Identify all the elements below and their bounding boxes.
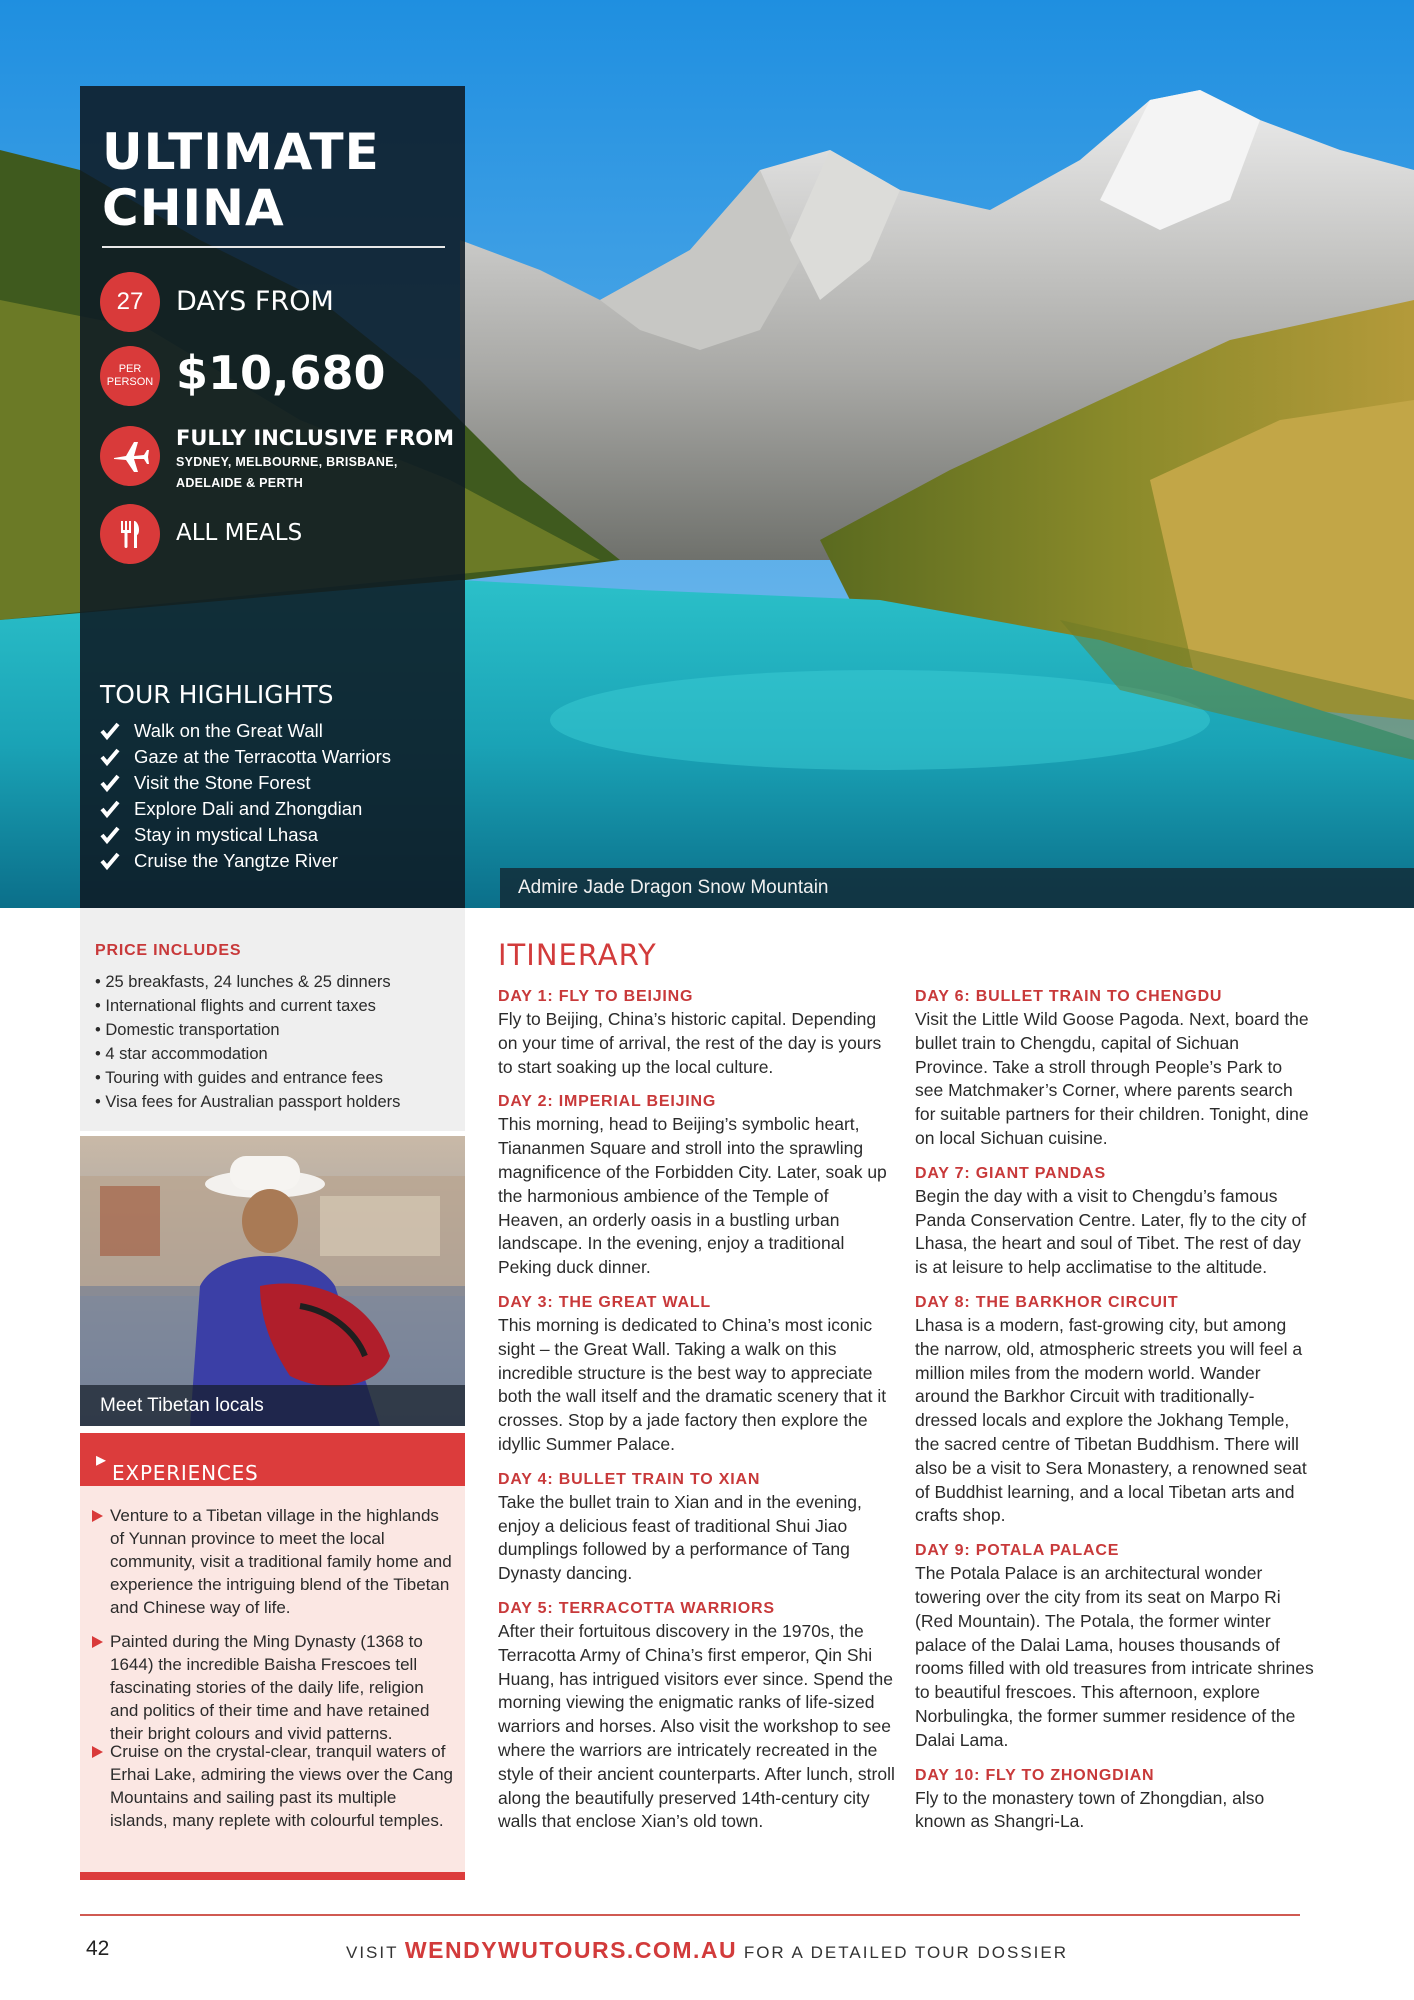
list-item: Explore Dali and Zhongdian bbox=[100, 796, 391, 822]
day-text: The Potala Palace is an architectural wonder towering over the city from its seat on Marpo Ri (Red Mountain). The Potala, the former winter palace of the Dalai Lama, houses thousands of rooms filled with old treasures from intricate shrines to beautiful frescoes. This afternoon, explore Norbulingka, the former summer residence of the Dalai Lama. bbox=[915, 1563, 1314, 1750]
list-item: • 4 star accommodation bbox=[95, 1045, 268, 1063]
hero-caption: Admire Jade Dragon Snow Mountain bbox=[518, 877, 829, 898]
days-badge bbox=[100, 272, 160, 332]
check-icon bbox=[100, 851, 134, 871]
day-heading: DAY 7: GIANT PANDAS bbox=[915, 1164, 1106, 1182]
day-heading: DAY 4: BULLET TRAIN TO XIAN bbox=[498, 1470, 761, 1488]
triangle-bullet-icon bbox=[92, 1510, 103, 1522]
days-from-label: DAYS FROM bbox=[176, 286, 334, 317]
itinerary-title: ITINERARY bbox=[498, 938, 657, 972]
day-text: After their fortuitous discovery in the 1970s, the Terracotta Army of China’s first emperor, Qin Shi Huang, has intrigued visitors ever since. Spend the morning viewing the enigmatic ranks of life-sized warriors and horses. Also visit the workshop to see where the warriors are intricately recreated in the style of their ancient counterparts. After lunch, stroll along the beautifully preserved 14th-century city walls that enclose Xian’s old town. bbox=[498, 1620, 895, 1832]
check-icon bbox=[100, 721, 134, 741]
triangle-bullet-icon bbox=[92, 1746, 103, 1758]
day-text: This morning, head to Beijing’s symbolic heart, Tiananmen Square and stroll into the sprawling magnificence of the Forbidden City. Later, soak up the harmonious ambience of the Temple of Heaven, an orderly oasis in a bustling urban landscape. In the evening, enjoy a traditional Peking duck dinner. bbox=[498, 1114, 887, 1278]
list-item: Cruise the Yangtze River bbox=[100, 848, 391, 874]
footer-visit: VISIT bbox=[345, 1943, 399, 1962]
check-icon bbox=[100, 747, 134, 767]
photo-caption-bar bbox=[80, 1385, 465, 1426]
list-item: Walk on the Great Wall bbox=[100, 718, 391, 744]
price-includes-box bbox=[80, 908, 465, 1131]
day-text: Take the bullet train to Xian and in the evening, enjoy a delicious feast of traditional Shui Jiao dumplings followed by a performance of Tang Dynasty dancing. bbox=[498, 1491, 862, 1584]
check-icon bbox=[100, 773, 134, 793]
highlights-list bbox=[100, 718, 391, 874]
day-heading: DAY 2: IMPERIAL BEIJING bbox=[498, 1093, 717, 1111]
check-icon bbox=[100, 799, 134, 819]
inclusive-label: FULLY INCLUSIVE FROM bbox=[176, 426, 455, 450]
day-heading: DAY 5: TERRACOTTA WARRIORS bbox=[498, 1599, 775, 1617]
tour-title bbox=[102, 124, 380, 236]
title-line-2: CHINA bbox=[102, 179, 285, 237]
itinerary-day bbox=[915, 986, 1315, 1151]
day-text: Fly to Beijing, China’s historic capital. Depending on your time of arrival, the rest of the day is yours to start soaking up the local culture. bbox=[498, 1009, 882, 1077]
list-item: • 25 breakfasts, 24 lunches & 25 dinners bbox=[95, 973, 391, 991]
per-line-2: PERSON bbox=[106, 376, 154, 388]
triangle-bullet-icon bbox=[92, 1636, 103, 1648]
list-item: Cruise on the crystal-clear, tranquil waters of Erhai Lake, admiring the views over the Cang Mountains and sailing past its multiple islands, many replete with colourful temples. bbox=[92, 1740, 454, 1832]
experiences-title: EXPERIENCES bbox=[112, 1461, 259, 1485]
footer-divider bbox=[80, 1914, 1300, 1916]
experiences-title-row: ▸ EXPERIENCES bbox=[96, 1447, 107, 1471]
price-includes-title: PRICE INCLUDES bbox=[95, 942, 242, 959]
list-item: Venture to a Tibetan village in the highlands of Yunnan province to meet the local community, visit a traditional family home and experience the intriguing blend of the Tibetan and Chinese way of life. bbox=[92, 1504, 454, 1619]
tour-price: $10,680 bbox=[176, 346, 386, 400]
day-heading: DAY 9: POTALA PALACE bbox=[915, 1542, 1120, 1560]
itinerary-day bbox=[498, 1091, 898, 1280]
list-item: Stay in mystical Lhasa bbox=[100, 822, 391, 848]
itinerary-day bbox=[498, 1469, 898, 1586]
price-includes-list bbox=[95, 970, 400, 1114]
day-heading: DAY 6: BULLET TRAIN TO CHENGDU bbox=[915, 988, 1223, 1005]
list-item: Gaze at the Terracotta Warriors bbox=[100, 744, 391, 770]
days-number: 27 bbox=[116, 288, 144, 315]
experiences-header bbox=[80, 1433, 465, 1486]
itinerary-day bbox=[915, 1540, 1315, 1752]
itinerary-day bbox=[498, 1292, 898, 1457]
day-text: This morning is dedicated to China’s most iconic sight – the Great Wall. Taking a walk on this incredible structure is the best way to appreciate both the wall itself and the dramatic scenery that it crosses. Stop by a jade factory then explore the idyllic Summer Palace. bbox=[498, 1314, 887, 1454]
per-line-1: PER bbox=[118, 363, 142, 375]
list-item: Visit the Stone Forest bbox=[100, 770, 391, 796]
title-line-1: ULTIMATE bbox=[102, 123, 380, 181]
day-text: Lhasa is a modern, fast-growing city, but among the narrow, old, atmospheric streets you will feel a million miles from the modern world. Wander around the Barkhor Circuit with traditionally-dressed locals and explore the Jokhang Temple, the sacred centre of Tibetan Buddhism. There will also be a visit to Sera Monastery, a renowned seat of Buddhist learning, and a local Tibetan arts and crafts shop. bbox=[915, 1314, 1307, 1526]
cities-line-2: ADELAIDE & PERTH bbox=[176, 476, 304, 490]
list-item: Painted during the Ming Dynasty (1368 to 1644) the incredible Baisha Frescoes tell fascinating stories of the daily life, religion and politics of their time and have retained their bright colours and vivid patterns. bbox=[92, 1630, 454, 1745]
footer-cta bbox=[0, 1937, 1414, 1964]
footer-suffix: FOR A DETAILED TOUR DOSSIER bbox=[743, 1943, 1069, 1962]
woman-photo bbox=[80, 1136, 465, 1426]
tibetan-locals-photo bbox=[80, 1136, 465, 1426]
tour-summary-panel bbox=[80, 86, 465, 908]
itinerary-day bbox=[498, 1598, 898, 1834]
experiences-bottom-bar bbox=[80, 1872, 465, 1880]
list-item: • International flights and current taxes bbox=[95, 997, 376, 1015]
list-item: • Domestic transportation bbox=[95, 1021, 280, 1039]
per-person-badge bbox=[100, 346, 160, 406]
highlights-title: TOUR HIGHLIGHTS bbox=[100, 680, 334, 709]
day-text: Fly to the monastery town of Zhongdian, also known as Shangri-La. bbox=[915, 1787, 1265, 1832]
website-link[interactable]: WENDYWUTOURS.COM.AU bbox=[404, 1937, 738, 1963]
title-divider bbox=[102, 246, 445, 248]
itinerary-day bbox=[915, 1292, 1315, 1528]
day-text: Begin the day with a visit to Chengdu’s famous Panda Conservation Centre. Later, fly to the city of Lhasa, the heart and soul of Tibet. The rest of day is at leisure to help acclimatise to the altitude. bbox=[915, 1185, 1307, 1278]
experiences-body bbox=[80, 1486, 465, 1872]
list-item: • Visa fees for Australian passport holders bbox=[95, 1093, 401, 1111]
itinerary-column-2 bbox=[915, 986, 1315, 1846]
departure-cities bbox=[176, 452, 398, 494]
day-heading: DAY 8: THE BARKHOR CIRCUIT bbox=[915, 1293, 1179, 1311]
check-icon bbox=[100, 825, 134, 845]
plane-icon bbox=[100, 426, 160, 486]
itinerary-day bbox=[498, 986, 898, 1079]
itinerary-day bbox=[915, 1765, 1315, 1835]
meals-label: ALL MEALS bbox=[176, 520, 303, 546]
list-item: • Touring with guides and entrance fees bbox=[95, 1069, 383, 1087]
day-heading: DAY 10: FLY TO ZHONGDIAN bbox=[915, 1766, 1155, 1784]
day-text: Visit the Little Wild Goose Pagoda. Next, board the bullet train to Chengdu, capital of Sichuan Province. Take a stroll through People’s Park to see Matchmaker’s Corner, where parents search for suitable partners for their children. Tonight, dine on local Sichuan cuisine. bbox=[915, 1009, 1309, 1148]
itinerary-day bbox=[915, 1163, 1315, 1280]
cutlery-icon bbox=[100, 504, 160, 564]
day-heading: DAY 3: THE GREAT WALL bbox=[498, 1293, 711, 1311]
hero-image bbox=[0, 0, 1414, 908]
hero-caption-bar bbox=[500, 868, 1414, 908]
itinerary-column-1 bbox=[498, 986, 898, 1846]
photo-caption: Meet Tibetan locals bbox=[100, 1395, 264, 1416]
day-heading: DAY 1: FLY TO BEIJING bbox=[498, 988, 694, 1005]
cities-line-1: SYDNEY, MELBOURNE, BRISBANE, bbox=[176, 455, 398, 469]
page-number: 42 bbox=[86, 1937, 110, 1960]
